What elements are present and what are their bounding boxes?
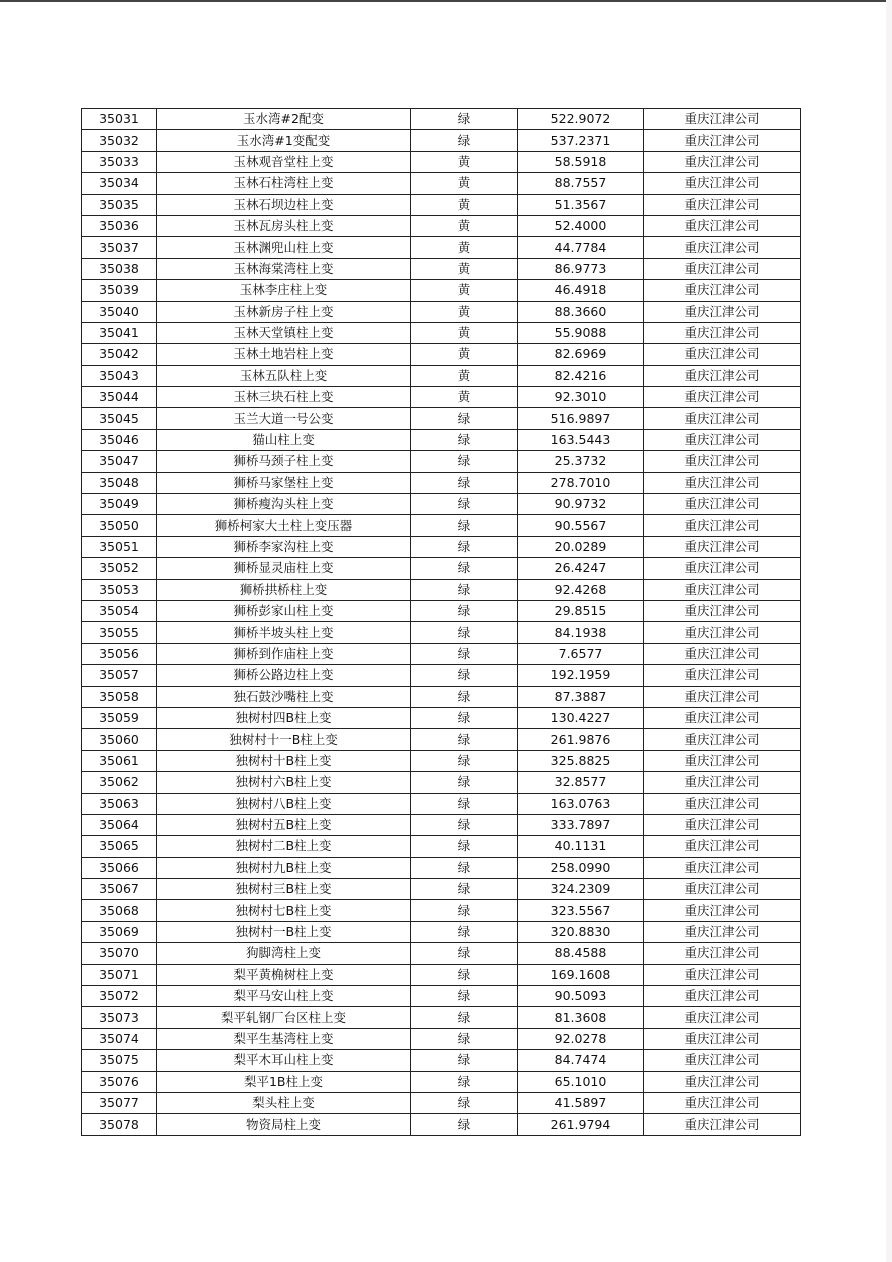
cell-value: 84.7474 xyxy=(518,1050,644,1071)
table-row xyxy=(82,387,801,408)
cell-id: 35059 xyxy=(82,707,157,728)
table-row xyxy=(82,600,801,621)
cell-id: 35057 xyxy=(82,665,157,686)
cell-company: 重庆江津公司 xyxy=(644,857,801,878)
cell-id: 35040 xyxy=(82,301,157,322)
cell-id: 35066 xyxy=(82,857,157,878)
cell-name: 玉林三块石柱上变 xyxy=(157,387,411,408)
cell-level: 绿 xyxy=(411,472,518,493)
cell-company: 重庆江津公司 xyxy=(644,1050,801,1071)
table-row xyxy=(82,494,801,515)
cell-value: 130.4227 xyxy=(518,707,644,728)
table-row xyxy=(82,130,801,151)
cell-level: 绿 xyxy=(411,857,518,878)
table-row xyxy=(82,1050,801,1071)
cell-value: 32.8577 xyxy=(518,772,644,793)
cell-id: 35039 xyxy=(82,280,157,301)
cell-company: 重庆江津公司 xyxy=(644,1007,801,1028)
table-row xyxy=(82,558,801,579)
cell-value: 537.2371 xyxy=(518,130,644,151)
cell-value: 516.9897 xyxy=(518,408,644,429)
cell-company: 重庆江津公司 xyxy=(644,558,801,579)
cell-name: 玉林瓦房头柱上变 xyxy=(157,215,411,236)
cell-level: 绿 xyxy=(411,814,518,835)
cell-name: 狮桥柯家大土柱上变压器 xyxy=(157,515,411,536)
cell-id: 35071 xyxy=(82,964,157,985)
table-row xyxy=(82,686,801,707)
cell-id: 35063 xyxy=(82,793,157,814)
cell-name: 玉林海棠湾柱上变 xyxy=(157,258,411,279)
cell-id: 35046 xyxy=(82,429,157,450)
table-body xyxy=(82,109,801,1136)
table-row xyxy=(82,258,801,279)
cell-company: 重庆江津公司 xyxy=(644,879,801,900)
table-row xyxy=(82,536,801,557)
cell-company: 重庆江津公司 xyxy=(644,472,801,493)
cell-name: 玉林五队柱上变 xyxy=(157,365,411,386)
cell-id: 35038 xyxy=(82,258,157,279)
cell-level: 黄 xyxy=(411,301,518,322)
cell-level: 黄 xyxy=(411,258,518,279)
table-row xyxy=(82,215,801,236)
cell-value: 52.4000 xyxy=(518,215,644,236)
cell-name: 狮桥到作庙柱上变 xyxy=(157,643,411,664)
cell-level: 绿 xyxy=(411,643,518,664)
table-row xyxy=(82,151,801,172)
cell-company: 重庆江津公司 xyxy=(644,365,801,386)
cell-level: 绿 xyxy=(411,986,518,1007)
cell-company: 重庆江津公司 xyxy=(644,836,801,857)
table-row xyxy=(82,900,801,921)
cell-level: 绿 xyxy=(411,921,518,942)
cell-company: 重庆江津公司 xyxy=(644,344,801,365)
cell-level: 绿 xyxy=(411,109,518,130)
cell-company: 重庆江津公司 xyxy=(644,301,801,322)
table-row xyxy=(82,451,801,472)
cell-company: 重庆江津公司 xyxy=(644,793,801,814)
cell-value: 40.1131 xyxy=(518,836,644,857)
cell-level: 黄 xyxy=(411,365,518,386)
table-row xyxy=(82,322,801,343)
table-row xyxy=(82,707,801,728)
cell-name: 狮桥公路边柱上变 xyxy=(157,665,411,686)
cell-id: 35031 xyxy=(82,109,157,130)
cell-id: 35050 xyxy=(82,515,157,536)
cell-company: 重庆江津公司 xyxy=(644,686,801,707)
cell-id: 35056 xyxy=(82,643,157,664)
cell-id: 35032 xyxy=(82,130,157,151)
table-row xyxy=(82,1071,801,1092)
cell-company: 重庆江津公司 xyxy=(644,1071,801,1092)
cell-level: 绿 xyxy=(411,750,518,771)
cell-id: 35034 xyxy=(82,173,157,194)
table-row xyxy=(82,921,801,942)
cell-value: 333.7897 xyxy=(518,814,644,835)
cell-level: 绿 xyxy=(411,558,518,579)
cell-company: 重庆江津公司 xyxy=(644,451,801,472)
table-row xyxy=(82,729,801,750)
cell-level: 黄 xyxy=(411,173,518,194)
table-row xyxy=(82,1092,801,1113)
cell-company: 重庆江津公司 xyxy=(644,814,801,835)
cell-level: 绿 xyxy=(411,772,518,793)
cell-name: 狮桥李家沟柱上变 xyxy=(157,536,411,557)
table-row xyxy=(82,622,801,643)
cell-name: 玉林天堂镇柱上变 xyxy=(157,322,411,343)
cell-company: 重庆江津公司 xyxy=(644,280,801,301)
table-row xyxy=(82,408,801,429)
cell-level: 绿 xyxy=(411,494,518,515)
cell-level: 绿 xyxy=(411,1092,518,1113)
cell-level: 绿 xyxy=(411,964,518,985)
cell-level: 绿 xyxy=(411,686,518,707)
cell-name: 玉林李庄柱上变 xyxy=(157,280,411,301)
cell-company: 重庆江津公司 xyxy=(644,772,801,793)
cell-id: 35049 xyxy=(82,494,157,515)
cell-value: 90.9732 xyxy=(518,494,644,515)
cell-id: 35043 xyxy=(82,365,157,386)
cell-name: 玉林石坝边柱上变 xyxy=(157,194,411,215)
table-row xyxy=(82,879,801,900)
cell-value: 261.9794 xyxy=(518,1114,644,1135)
cell-value: 86.9773 xyxy=(518,258,644,279)
cell-value: 92.4268 xyxy=(518,579,644,600)
cell-value: 25.3732 xyxy=(518,451,644,472)
cell-company: 重庆江津公司 xyxy=(644,237,801,258)
cell-value: 325.8825 xyxy=(518,750,644,771)
cell-company: 重庆江津公司 xyxy=(644,322,801,343)
cell-company: 重庆江津公司 xyxy=(644,943,801,964)
cell-level: 绿 xyxy=(411,943,518,964)
cell-level: 黄 xyxy=(411,237,518,258)
cell-name: 狮桥马家堡柱上变 xyxy=(157,472,411,493)
cell-value: 169.1608 xyxy=(518,964,644,985)
cell-id: 35058 xyxy=(82,686,157,707)
cell-name: 狮桥拱桥柱上变 xyxy=(157,579,411,600)
cell-level: 绿 xyxy=(411,1028,518,1049)
cell-name: 独树村二B柱上变 xyxy=(157,836,411,857)
cell-company: 重庆江津公司 xyxy=(644,1028,801,1049)
cell-name: 玉林新房子柱上变 xyxy=(157,301,411,322)
cell-value: 7.6577 xyxy=(518,643,644,664)
cell-level: 绿 xyxy=(411,793,518,814)
cell-value: 46.4918 xyxy=(518,280,644,301)
table-row xyxy=(82,964,801,985)
cell-level: 绿 xyxy=(411,900,518,921)
cell-level: 绿 xyxy=(411,836,518,857)
cell-company: 重庆江津公司 xyxy=(644,665,801,686)
cell-level: 绿 xyxy=(411,1071,518,1092)
table-row xyxy=(82,1007,801,1028)
cell-company: 重庆江津公司 xyxy=(644,986,801,1007)
cell-company: 重庆江津公司 xyxy=(644,515,801,536)
cell-company: 重庆江津公司 xyxy=(644,622,801,643)
cell-id: 35062 xyxy=(82,772,157,793)
cell-company: 重庆江津公司 xyxy=(644,921,801,942)
cell-value: 82.6969 xyxy=(518,344,644,365)
cell-company: 重庆江津公司 xyxy=(644,429,801,450)
cell-name: 狮桥彭家山柱上变 xyxy=(157,600,411,621)
cell-id: 35070 xyxy=(82,943,157,964)
cell-value: 65.1010 xyxy=(518,1071,644,1092)
cell-value: 51.3567 xyxy=(518,194,644,215)
cell-level: 绿 xyxy=(411,408,518,429)
cell-name: 梨平轧钢厂台区柱上变 xyxy=(157,1007,411,1028)
cell-level: 黄 xyxy=(411,194,518,215)
cell-value: 92.3010 xyxy=(518,387,644,408)
cell-company: 重庆江津公司 xyxy=(644,494,801,515)
cell-value: 278.7010 xyxy=(518,472,644,493)
cell-value: 522.9072 xyxy=(518,109,644,130)
cell-company: 重庆江津公司 xyxy=(644,151,801,172)
cell-id: 35033 xyxy=(82,151,157,172)
cell-value: 82.4216 xyxy=(518,365,644,386)
cell-company: 重庆江津公司 xyxy=(644,579,801,600)
cell-value: 88.3660 xyxy=(518,301,644,322)
cell-value: 58.5918 xyxy=(518,151,644,172)
cell-id: 35077 xyxy=(82,1092,157,1113)
table-row xyxy=(82,429,801,450)
cell-company: 重庆江津公司 xyxy=(644,643,801,664)
cell-level: 绿 xyxy=(411,536,518,557)
cell-company: 重庆江津公司 xyxy=(644,750,801,771)
cell-id: 35053 xyxy=(82,579,157,600)
transformer-table xyxy=(81,108,801,1136)
cell-id: 35052 xyxy=(82,558,157,579)
cell-name: 玉兰大道一号公变 xyxy=(157,408,411,429)
cell-value: 44.7784 xyxy=(518,237,644,258)
cell-company: 重庆江津公司 xyxy=(644,900,801,921)
cell-name: 梨平马安山柱上变 xyxy=(157,986,411,1007)
cell-level: 绿 xyxy=(411,879,518,900)
cell-id: 35045 xyxy=(82,408,157,429)
cell-name: 独树村十一B柱上变 xyxy=(157,729,411,750)
cell-id: 35069 xyxy=(82,921,157,942)
cell-company: 重庆江津公司 xyxy=(644,194,801,215)
cell-level: 绿 xyxy=(411,130,518,151)
cell-id: 35042 xyxy=(82,344,157,365)
cell-name: 狮桥瘦沟头柱上变 xyxy=(157,494,411,515)
cell-company: 重庆江津公司 xyxy=(644,1114,801,1135)
cell-company: 重庆江津公司 xyxy=(644,109,801,130)
cell-company: 重庆江津公司 xyxy=(644,707,801,728)
cell-id: 35067 xyxy=(82,879,157,900)
table-row xyxy=(82,472,801,493)
table-row xyxy=(82,814,801,835)
cell-name: 玉林土地岩柱上变 xyxy=(157,344,411,365)
cell-value: 81.3608 xyxy=(518,1007,644,1028)
cell-company: 重庆江津公司 xyxy=(644,964,801,985)
cell-value: 41.5897 xyxy=(518,1092,644,1113)
cell-name: 独树村一B柱上变 xyxy=(157,921,411,942)
cell-level: 绿 xyxy=(411,451,518,472)
cell-company: 重庆江津公司 xyxy=(644,215,801,236)
cell-level: 绿 xyxy=(411,515,518,536)
cell-level: 绿 xyxy=(411,1114,518,1135)
cell-name: 玉水湾#1变配变 xyxy=(157,130,411,151)
page-right-edge xyxy=(886,0,892,1262)
cell-value: 87.3887 xyxy=(518,686,644,707)
cell-company: 重庆江津公司 xyxy=(644,1092,801,1113)
cell-name: 梨平生基湾柱上变 xyxy=(157,1028,411,1049)
cell-name: 玉林渊兜山柱上变 xyxy=(157,237,411,258)
cell-value: 84.1938 xyxy=(518,622,644,643)
cell-id: 35074 xyxy=(82,1028,157,1049)
cell-id: 35041 xyxy=(82,322,157,343)
cell-name: 独树村十B柱上变 xyxy=(157,750,411,771)
table-row xyxy=(82,793,801,814)
cell-company: 重庆江津公司 xyxy=(644,600,801,621)
cell-value: 192.1959 xyxy=(518,665,644,686)
cell-name: 梨平木耳山柱上变 xyxy=(157,1050,411,1071)
cell-level: 绿 xyxy=(411,1007,518,1028)
cell-company: 重庆江津公司 xyxy=(644,729,801,750)
cell-value: 258.0990 xyxy=(518,857,644,878)
cell-value: 88.7557 xyxy=(518,173,644,194)
cell-name: 玉林观音堂柱上变 xyxy=(157,151,411,172)
table-row xyxy=(82,344,801,365)
cell-name: 独树村九B柱上变 xyxy=(157,857,411,878)
cell-value: 26.4247 xyxy=(518,558,644,579)
table-row xyxy=(82,515,801,536)
table-row xyxy=(82,750,801,771)
cell-level: 绿 xyxy=(411,729,518,750)
cell-level: 黄 xyxy=(411,322,518,343)
table-row xyxy=(82,857,801,878)
cell-level: 黄 xyxy=(411,280,518,301)
cell-company: 重庆江津公司 xyxy=(644,408,801,429)
cell-name: 独树村四B柱上变 xyxy=(157,707,411,728)
table-row xyxy=(82,237,801,258)
cell-id: 35036 xyxy=(82,215,157,236)
cell-name: 独树村五B柱上变 xyxy=(157,814,411,835)
cell-id: 35055 xyxy=(82,622,157,643)
table-row xyxy=(82,301,801,322)
cell-level: 绿 xyxy=(411,1050,518,1071)
cell-name: 物资局柱上变 xyxy=(157,1114,411,1135)
cell-level: 绿 xyxy=(411,600,518,621)
table-row xyxy=(82,1114,801,1135)
cell-id: 35073 xyxy=(82,1007,157,1028)
cell-value: 92.0278 xyxy=(518,1028,644,1049)
cell-name: 狮桥半坡头柱上变 xyxy=(157,622,411,643)
cell-name: 独树村八B柱上变 xyxy=(157,793,411,814)
table-row xyxy=(82,280,801,301)
cell-name: 狗脚湾柱上变 xyxy=(157,943,411,964)
cell-value: 88.4588 xyxy=(518,943,644,964)
table-row xyxy=(82,579,801,600)
cell-value: 163.0763 xyxy=(518,793,644,814)
cell-id: 35035 xyxy=(82,194,157,215)
cell-level: 绿 xyxy=(411,707,518,728)
table-row xyxy=(82,943,801,964)
table-row xyxy=(82,836,801,857)
cell-name: 梨平1B柱上变 xyxy=(157,1071,411,1092)
cell-value: 320.8830 xyxy=(518,921,644,942)
cell-id: 35078 xyxy=(82,1114,157,1135)
cell-id: 35076 xyxy=(82,1071,157,1092)
cell-id: 35065 xyxy=(82,836,157,857)
cell-value: 163.5443 xyxy=(518,429,644,450)
cell-id: 35054 xyxy=(82,600,157,621)
cell-level: 绿 xyxy=(411,429,518,450)
cell-id: 35072 xyxy=(82,986,157,1007)
table-row xyxy=(82,173,801,194)
cell-company: 重庆江津公司 xyxy=(644,387,801,408)
cell-name: 独树村三B柱上变 xyxy=(157,879,411,900)
cell-level: 黄 xyxy=(411,387,518,408)
cell-name: 独树村六B柱上变 xyxy=(157,772,411,793)
cell-id: 35044 xyxy=(82,387,157,408)
table-row xyxy=(82,109,801,130)
cell-name: 玉林石柱湾柱上变 xyxy=(157,173,411,194)
cell-id: 35060 xyxy=(82,729,157,750)
cell-id: 35061 xyxy=(82,750,157,771)
cell-value: 29.8515 xyxy=(518,600,644,621)
cell-level: 黄 xyxy=(411,215,518,236)
cell-id: 35075 xyxy=(82,1050,157,1071)
table-row xyxy=(82,643,801,664)
table-row xyxy=(82,1028,801,1049)
cell-company: 重庆江津公司 xyxy=(644,173,801,194)
cell-id: 35051 xyxy=(82,536,157,557)
cell-name: 独石鼓沙嘴柱上变 xyxy=(157,686,411,707)
cell-name: 独树村七B柱上变 xyxy=(157,900,411,921)
cell-value: 261.9876 xyxy=(518,729,644,750)
cell-value: 90.5093 xyxy=(518,986,644,1007)
cell-value: 55.9088 xyxy=(518,322,644,343)
table-row xyxy=(82,194,801,215)
cell-id: 35068 xyxy=(82,900,157,921)
cell-company: 重庆江津公司 xyxy=(644,130,801,151)
cell-level: 绿 xyxy=(411,579,518,600)
cell-id: 35064 xyxy=(82,814,157,835)
table-row xyxy=(82,665,801,686)
cell-id: 35048 xyxy=(82,472,157,493)
table-row xyxy=(82,772,801,793)
cell-name: 狮桥马颈子柱上变 xyxy=(157,451,411,472)
cell-id: 35047 xyxy=(82,451,157,472)
page-top-border xyxy=(0,0,892,2)
table-row xyxy=(82,986,801,1007)
cell-value: 324.2309 xyxy=(518,879,644,900)
cell-value: 323.5567 xyxy=(518,900,644,921)
cell-level: 绿 xyxy=(411,622,518,643)
cell-id: 35037 xyxy=(82,237,157,258)
cell-level: 黄 xyxy=(411,151,518,172)
cell-name: 梨头柱上变 xyxy=(157,1092,411,1113)
cell-level: 绿 xyxy=(411,665,518,686)
cell-name: 猫山柱上变 xyxy=(157,429,411,450)
cell-name: 玉水湾#2配变 xyxy=(157,109,411,130)
table-row xyxy=(82,365,801,386)
cell-name: 狮桥显灵庙柱上变 xyxy=(157,558,411,579)
cell-company: 重庆江津公司 xyxy=(644,258,801,279)
cell-value: 20.0289 xyxy=(518,536,644,557)
cell-value: 90.5567 xyxy=(518,515,644,536)
cell-name: 梨平黄桷树柱上变 xyxy=(157,964,411,985)
cell-company: 重庆江津公司 xyxy=(644,536,801,557)
cell-level: 黄 xyxy=(411,344,518,365)
